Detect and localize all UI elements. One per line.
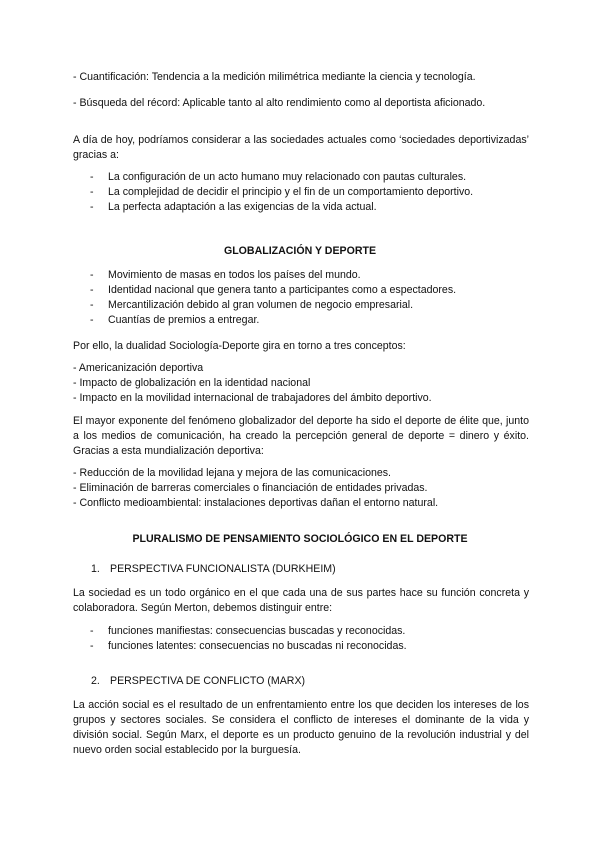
list-conceptos xyxy=(73,361,529,406)
cuantificacion-line: - Cuantificación: Tendencia a la medición milimétrica mediante la ciencia y tecnología. xyxy=(73,71,476,83)
section-number: 1. xyxy=(91,563,100,575)
busqueda-record-line: - Búsqueda del récord: Aplicable tanto al alto rendimiento como al deportista aficionado. xyxy=(73,97,486,109)
list-funciones xyxy=(73,624,529,654)
section-conflicto-title xyxy=(91,674,305,689)
paragraph-conflicto: La acción social es el resultado de un enfrentamiento entre los que deciden los intereses de los grupos y sectores sociales. Se considera el conflicto de intereses el dominante de la vida y división social. Según Marx, el deporte es un producto genuino de la revolución industrial y del nuevo orden social establecido por la burguesía. xyxy=(73,699,529,756)
section-funcionalista-title xyxy=(91,562,336,577)
list-item: - funciones manifiestas: consecuencias buscadas y reconocidas. xyxy=(73,624,529,639)
list-item: - La perfecta adaptación a las exigencias de la vida actual. xyxy=(73,200,529,215)
list-item: - Impacto de globalización en la identidad nacional xyxy=(73,377,311,389)
list-item: - Identidad nacional que genera tanto a participantes como a espectadores. xyxy=(73,283,529,298)
heading-globalizacion: GLOBALIZACIÓN Y DEPORTE xyxy=(223,245,377,257)
section-number: 2. xyxy=(91,675,100,687)
list-mundializacion xyxy=(73,466,529,511)
list-item: - funciones latentes: consecuencias no buscadas ni reconocidas. xyxy=(73,639,529,654)
list-globalizacion xyxy=(73,268,529,328)
list-item: - Eliminación de barreras comerciales o financiación de entidades privadas. xyxy=(73,482,428,494)
section-title: PERSPECTIVA DE CONFLICTO (MARX) xyxy=(110,675,306,687)
list-item: - Americanización deportiva xyxy=(73,362,204,374)
list-item: - Cuantías de premios a entregar. xyxy=(73,313,529,328)
heading-pluralismo: PLURALISMO DE PENSAMIENTO SOCIOLÓGICO EN EL DEPORTE xyxy=(132,533,468,545)
list-item: - La complejidad de decidir el principio y el fin de un comportamiento deportivo. xyxy=(73,185,529,200)
list-item: - Movimiento de masas en todos los países del mundo. xyxy=(73,268,529,283)
paragraph-dualidad: Por ello, la dualidad Sociología-Deporte gira en torno a tres conceptos: xyxy=(73,340,406,352)
section-title: PERSPECTIVA FUNCIONALISTA (DURKHEIM) xyxy=(110,563,336,575)
paragraph-sociedades: A día de hoy, podríamos considerar a las sociedades actuales como ‘sociedades deportivizadas’ gracias a: xyxy=(73,134,529,161)
list-item: - Conflicto medioambiental: instalaciones deportivas dañan el entorno natural. xyxy=(73,497,439,509)
paragraph-mayor-exponente: El mayor exponente del fenómeno globalizador del deporte ha sido el deporte de élite que, junto a los medios de comunicación, ha creado la percepción general de deporte = dinero y éxito. Gracias a esta mundialización deportiva: xyxy=(73,415,529,457)
list-sociedades xyxy=(73,170,529,215)
list-item: - Impacto en la movilidad internacional de trabajadores del ámbito deportivo. xyxy=(73,392,432,404)
list-item: - La configuración de un acto humano muy relacionado con pautas culturales. xyxy=(73,170,529,185)
paragraph-funcionalista: La sociedad es un todo orgánico en el que cada una de sus partes hace su función concreta y colaboradora. Según Merton, debemos distinguir entre: xyxy=(73,587,529,614)
list-item: - Mercantilización debido al gran volumen de negocio empresarial. xyxy=(73,298,529,313)
list-item: - Reducción de la movilidad lejana y mejora de las comunicaciones. xyxy=(73,467,391,479)
